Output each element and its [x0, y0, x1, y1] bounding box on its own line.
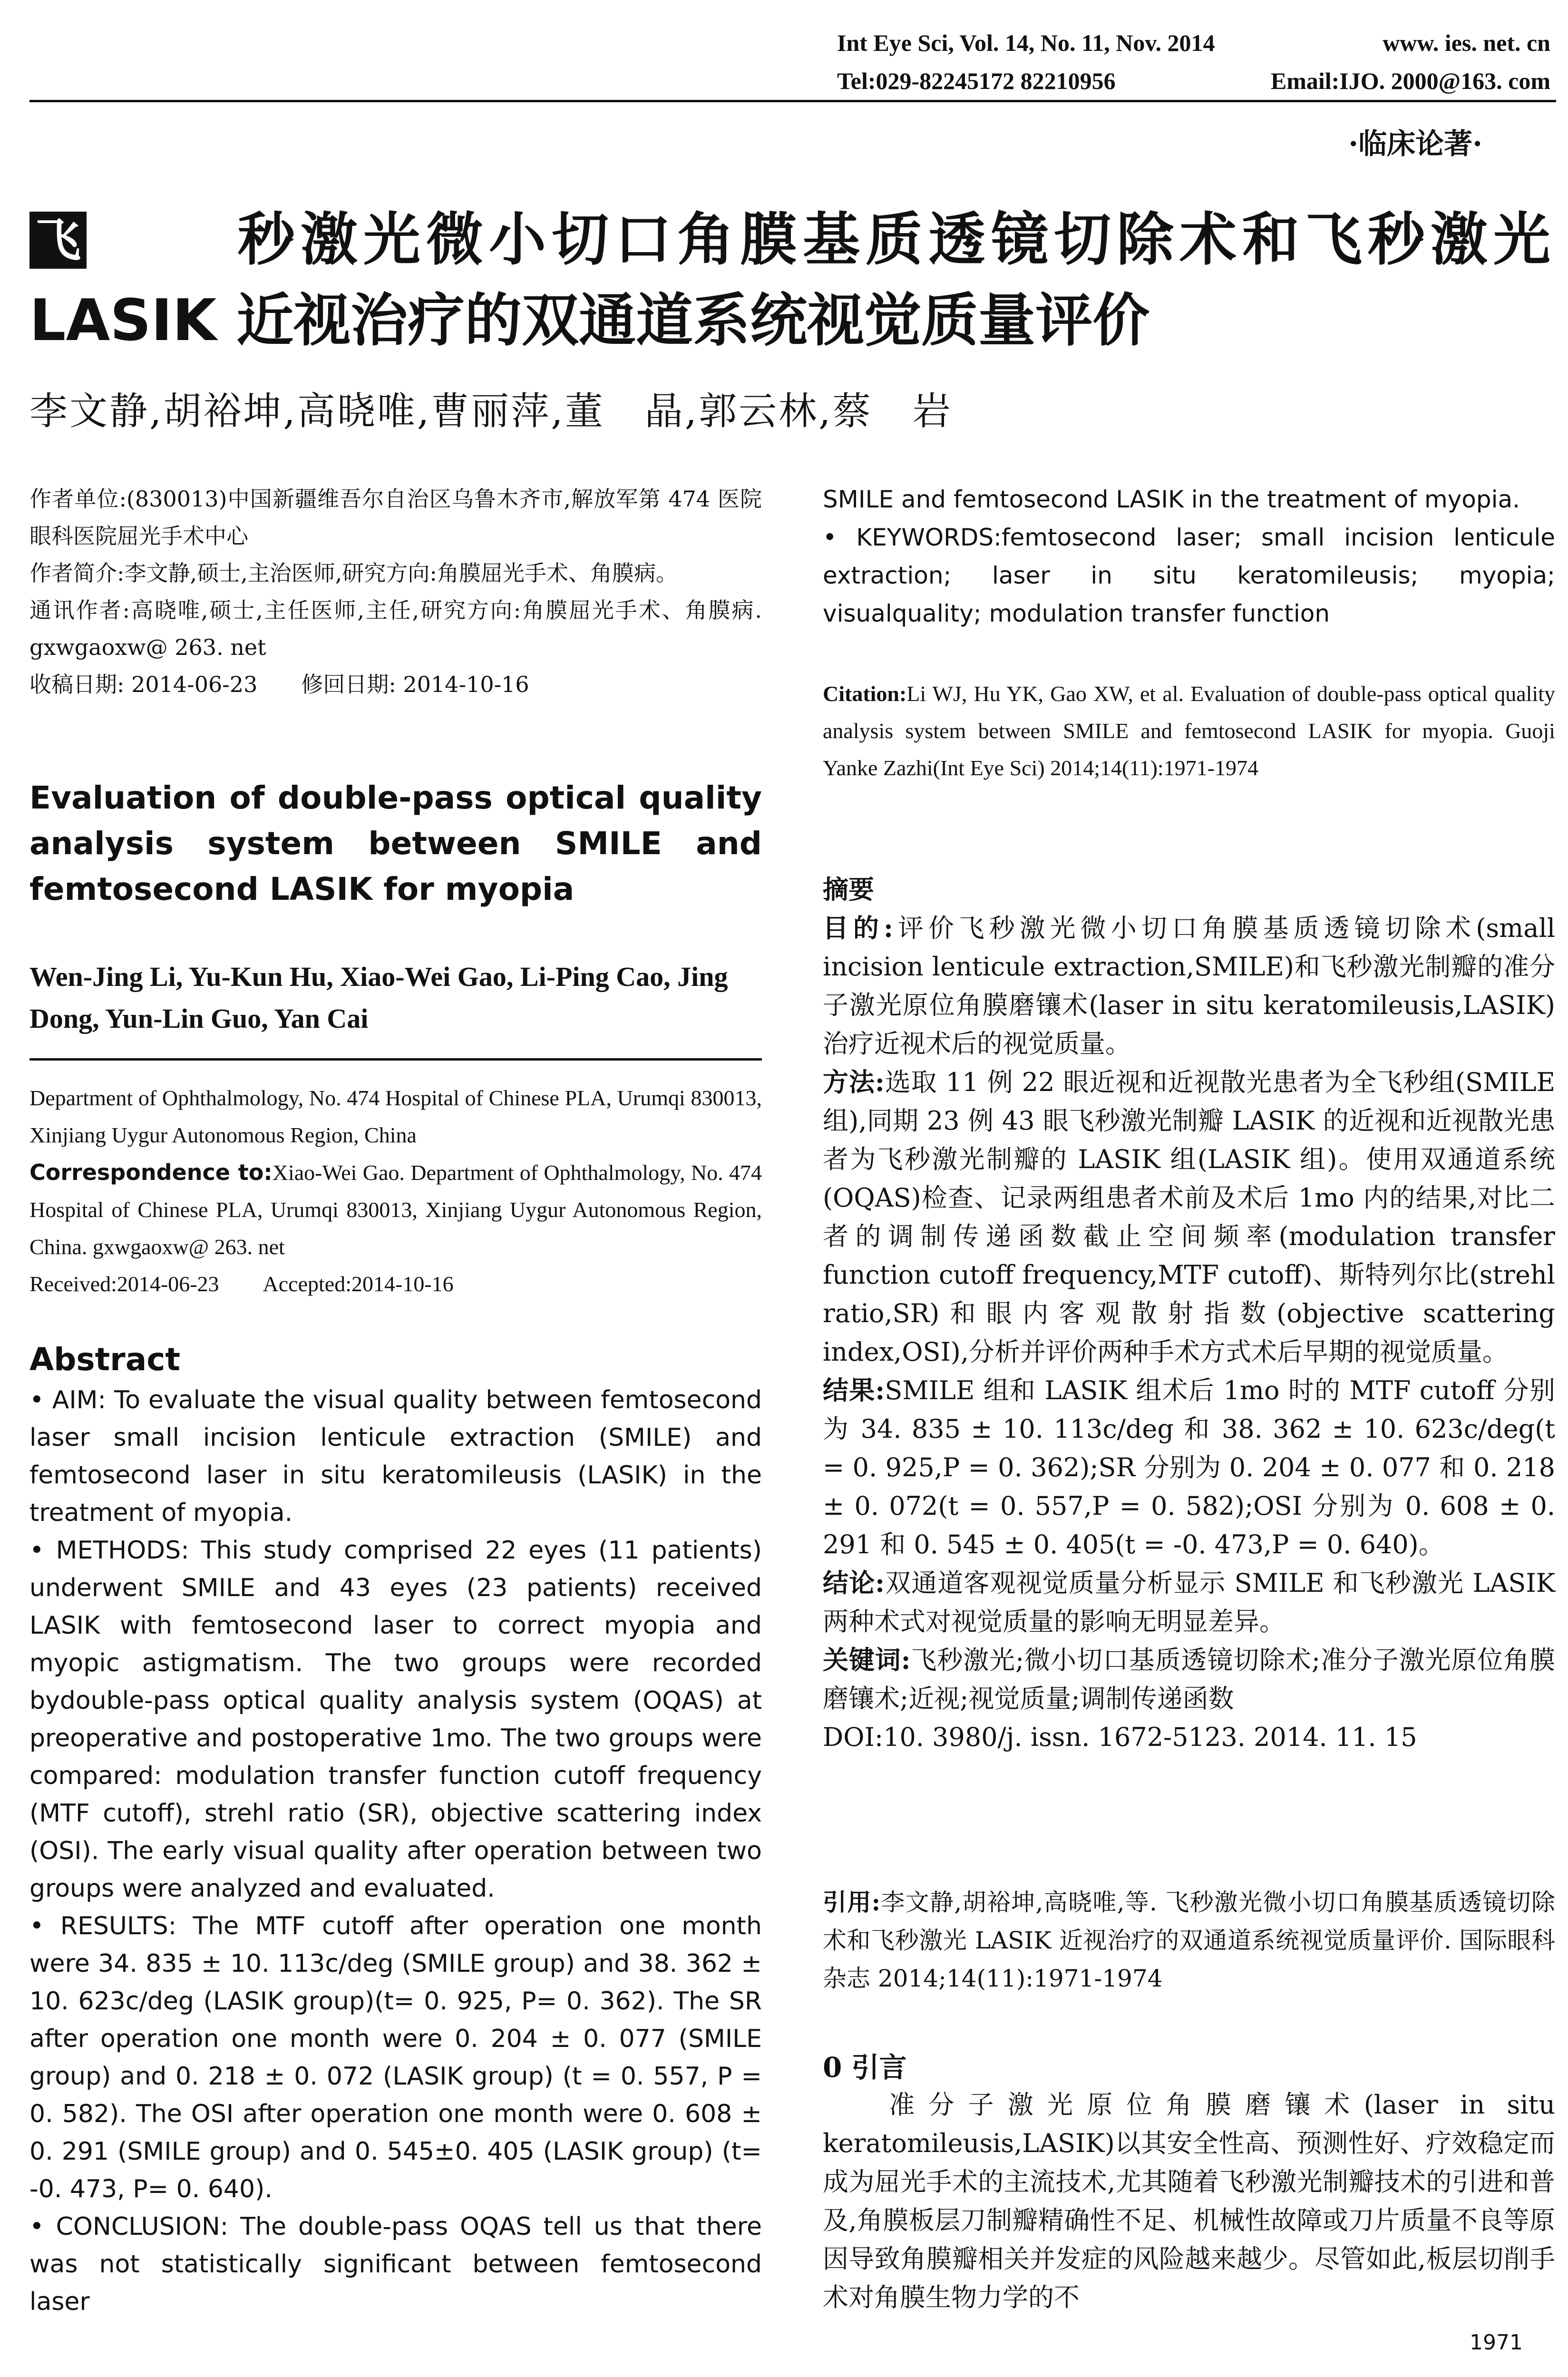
conclusion-label: • CONCLUSION:	[29, 2212, 229, 2241]
jieguo-text: SMILE 组和 LASIK 组术后 1mo 时的 MTF cutoff 分别为 34. 835 ± 10. 113c/deg 和 38. 362 ± 10. 623c/deg(t = 0. 925,P = 0. 362);SR 分别为 0. 204 ± 0. 077 和 0. 218 ± 0. 072(t = 0. 557,P = 0. 582);OSI 分别为 0. 608 ± 0. 291 和 0. 545 ± 0. 405(t = -0. 473,P = 0. 640)。	[823, 1375, 1556, 1559]
chinese-abstract	[823, 870, 1555, 1756]
page-number: 1971	[1470, 2330, 1523, 2355]
journal-line: Int Eye Sci, Vol. 14, No. 11, Nov. 2014	[837, 29, 1215, 56]
doi[interactable]: DOI:10. 3980/j. issn. 1672-5123. 2014. 11. 15	[823, 1722, 1417, 1752]
guanjianci-text: 飞秒激光;微小切口基质透镜切除术;准分子激光原位角膜磨镶术;近视;视觉质量;调制传递函数	[823, 1645, 1555, 1714]
guanjianci-label: 关键词:	[823, 1645, 911, 1675]
title-first-glyph: 飞	[29, 212, 87, 269]
conclusion-continued: SMILE and femtosecond LASIK in the treatment of myopia.	[823, 486, 1520, 513]
intro-heading: 0 引言	[823, 2051, 907, 2084]
authors-chinese: 李文静,胡裕坤,高晓唯,曹丽萍,董 晶,郭云林,蔡 岩	[29, 389, 953, 433]
affiliation-chinese	[29, 480, 762, 703]
mudi-label: 目的:	[823, 913, 893, 943]
abstract-aim	[29, 1382, 762, 1532]
zhaiyao-fangfa	[823, 1063, 1555, 1371]
header-rule	[29, 100, 1556, 102]
results-text: The MTF cutoff after operation one month were 34. 835 ± 10. 113c/deg (SMILE group) and 38. 362 ± 10. 623c/deg (LASIK group)(t= 0. 925, P= 0. 362). The SR after operation one month were 0. 204 ± 0. 077 (SMILE group) and 0. 218 ± 0. 072 (LASIK group) (t = 0. 557, P = 0. 582). The OSI after operation one month were 0. 608 ± 0. 291 (SMILE group) and 0. 545±0. 405 (LASIK group) (t= -0. 473, P= 0. 640).	[29, 1912, 762, 2203]
citation-label: Citation:	[823, 682, 907, 706]
journal-tel: Tel:029-82245172 82210956	[837, 68, 1116, 94]
zhaiyao-jielun	[823, 1564, 1555, 1641]
corresponding-author: 通讯作者:高晓唯,硕士,主任医师,主任,研究方向:角膜屈光手术、角膜病. gxwgaoxw@ 263. net	[29, 597, 762, 660]
intro-paragraph: 准分子激光原位角膜磨镶术(laser in situ keratomileusis,LASIK)以其安全性高、预测性好、疗效稳定而成为屈光手术的主流技术,尤其随着飞秒激光制瓣技术的引进和普及,角膜板层刀制瓣精确性不足、机械性故障或刀片质量不良等原因导致角膜瓣相关并发症的风险越来越少。尽管如此,板层切削手术对角膜生物力学的不	[823, 2090, 1555, 2312]
zhaiyao-mudi	[823, 909, 1555, 1063]
abstract-results	[29, 1908, 762, 2208]
citation-text: Li WJ, Hu YK, Gao XW, et al. Evaluation of double-pass optical quality analysis system between SMILE and femtosecond LASIK for myopia. Guoji Yanke Zazhi(Int Eye Sci) 2014;14(11):1971-1974	[823, 682, 1555, 780]
title-line-2: LASIK 近视治疗的双通道系统视觉质量评价	[29, 288, 1150, 354]
correspondence	[29, 1154, 762, 1266]
yinyong-label: 引用:	[823, 1888, 881, 1916]
abstract-methods	[29, 1532, 762, 1908]
department: Department of Ophthalmology, No. 474 Hospital of Chinese PLA, Urumqi 830013, Xinjiang Uygur Autonomous Region, China	[29, 1086, 762, 1147]
zhaiyao-heading: 摘要	[823, 874, 874, 905]
author-bio: 作者简介:李文静,硕士,主治医师,研究方向:角膜屈光手术、角膜病。	[29, 560, 678, 586]
zhaiyao-jieguo	[823, 1371, 1555, 1564]
abstract-conclusion	[29, 2208, 762, 2321]
keywords-label: • KEYWORDS:	[823, 524, 1002, 551]
abstract-body	[29, 1382, 762, 2321]
citation-block	[823, 675, 1555, 787]
aim-label: • AIM:	[29, 1386, 107, 1414]
methods-text: This study comprised 22 eyes (11 patients) underwent SMILE and 43 eyes (23 patients) received LASIK with femtosecond laser to correct myopia and myopic astigmatism. The two groups were recorded bydouble-pass optical quality analysis system (OQAS) at preoperative and postoperative 1mo. The two groups were compared: modulation transfer function cutoff frequency (MTF cutoff), strehl ratio (SR), objective scattering index (OSI). The early visual quality after operation between two groups were analyzed and evaluated.	[29, 1536, 762, 1903]
conclusion-text: The double-pass OQAS tell us that there was not statistically significant between femtosecond laser	[29, 2212, 762, 2316]
methods-label: • METHODS:	[29, 1536, 189, 1565]
zhaiyao-keywords	[823, 1641, 1555, 1718]
abstract-heading: Abstract	[29, 1341, 180, 1378]
english-dates: Received:2014-06-23 Accepted:2014-10-16	[29, 1272, 454, 1296]
jielun-label: 结论:	[823, 1568, 885, 1598]
article-title	[29, 200, 1556, 361]
journal-website[interactable]: www. ies. net. cn	[1383, 29, 1550, 56]
english-affiliation	[29, 1080, 762, 1303]
yinyong-text: 李文静,胡裕坤,高晓唯,等. 飞秒激光微小切口角膜基质透镜切除术和飞秒激光 LASIK 近视治疗的双通道系统视觉质量评价. 国际眼科杂志 2014;14(11):1971-1974	[823, 1889, 1555, 1992]
english-authors: Wen-Jing Li, Yu-Kun Hu, Xiao-Wei Gao, Li-Ping Cao, Jing Dong, Yun-Lin Guo, Yan Cai	[29, 961, 728, 1034]
abstract-keywords	[823, 518, 1555, 633]
mudi-text: 评价飞秒激光微小切口角膜基质透镜切除术(small incision lenticule extraction,SMILE)和飞秒激光制瓣的准分子激光原位角膜磨镶术(laser in situ keratomileusis,LASIK)治疗近视术后的视觉质量。	[823, 913, 1555, 1059]
aim-text: To evaluate the visual quality between femtosecond laser small incision lenticule extraction (SMILE) and femtosecond laser in situ keratomileusis (LASIK) in the treatment of myopia.	[29, 1386, 762, 1527]
running-header	[837, 24, 1550, 100]
fangfa-text: 选取 11 例 22 眼近视和近视散光患者为全飞秒组(SMILE 组),同期 23 例 43 眼飞秒激光制瓣 LASIK 的近视和近视散光患者为飞秒激光制瓣的 LASIK 组(LASIK 组)。使用双通道系统(OQAS)检查、记录两组患者术前及术后 1mo 内的结果,对比二者的调制传递函数截止空间频率(modulation transfer function cutoff frequency,MTF cutoff)、斯特列尔比(strehl ratio,SR)和眼内客观散射指数(objective scattering index,OSI),分析并评价两种手术方式术后早期的视觉质量。	[823, 1067, 1555, 1367]
jieguo-label: 结果:	[823, 1375, 885, 1405]
correspondence-text: Xiao-Wei Gao. Department of Ophthalmology, No. 474 Hospital of Chinese PLA, Urumqi 830013, Xinjiang Uygur Autonomous Region, China. gxwgaoxw@ 263. net	[29, 1160, 762, 1259]
english-title: Evaluation of double-pass optical quality analysis system between SMILE and femtosecond LASIK for myopia	[29, 779, 762, 907]
keywords-text: femtosecond laser; small incision lenticule extraction; laser in situ keratomileusis; myopia; visualquality; modulation transfer function	[823, 524, 1555, 627]
abstract-continued	[823, 480, 1555, 633]
jielun-text: 双通道客观视觉质量分析显示 SMILE 和飞秒激光 LASIK 两种术式对视觉质量的影响无明显差异。	[823, 1568, 1555, 1637]
journal-email[interactable]: Email:IJO. 2000@163. com	[1270, 68, 1550, 94]
title-line-1: 秒激光微小切口角膜基质透镜切除术和飞秒激光	[238, 207, 1556, 273]
authors-rule	[29, 1058, 762, 1061]
results-label: • RESULTS:	[29, 1912, 177, 1940]
affiliation-unit: 作者单位:(830013)中国新疆维吾尔自治区乌鲁木齐市,解放军第 474 医院眼科医院屈光手术中心	[29, 486, 762, 549]
fangfa-label: 方法:	[823, 1067, 885, 1097]
section-tag: ·临床论著·	[1348, 127, 1482, 161]
chinese-citation	[823, 1883, 1555, 1997]
correspondence-label: Correspondence to:	[29, 1159, 273, 1185]
received-dates: 收稿日期: 2014-06-23 修回日期: 2014-10-16	[29, 672, 529, 697]
intro-text	[823, 2085, 1555, 2317]
